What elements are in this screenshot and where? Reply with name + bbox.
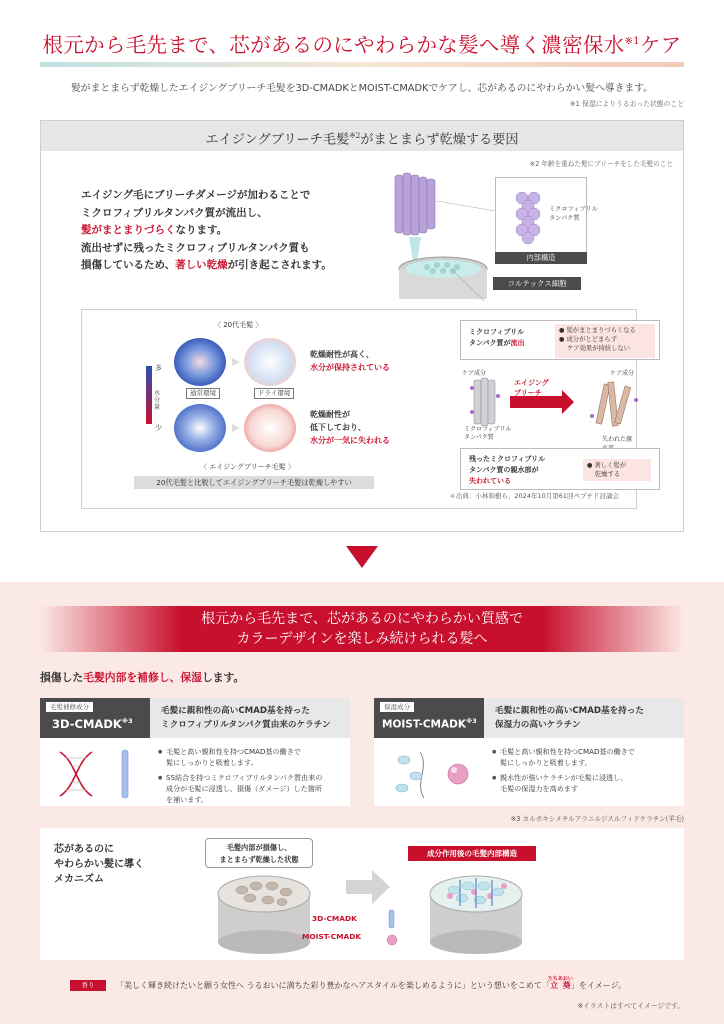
fragrance-line: 香り 「美しく輝き続けたいと願う女性へ うるおいに満ちた彩り豊かなヘアスタイルを楽しめるように」という想いをこめて「立葵たちあおい」をイメージ。 bbox=[70, 976, 680, 991]
down-arrow-icon bbox=[346, 546, 378, 568]
microfibril-protein-label: ミクロフィブリル タンパク質 bbox=[464, 426, 512, 441]
headline: 根元から毛先まで、芯があるのにやわらかな髪へ導く濃密保水$^{※1}$ケア bbox=[42, 33, 682, 57]
ingredient-tag: 保湿成分 bbox=[380, 702, 414, 712]
care-component-label: ケア成分 bbox=[462, 370, 487, 377]
remaining-box bbox=[460, 448, 660, 490]
dry-env: ドライ環境 bbox=[254, 388, 294, 399]
hair-cross-section-icon bbox=[212, 872, 316, 956]
ingredient-bullets: ● 毛髪と高い親和性を持つCMAD基の働きで 髪にしっかりと吸着します。 ● 親水性が強いケラチンが毛髪に浸透し、 毛髪の保湿力を高めます bbox=[492, 746, 682, 798]
footnote-1: ※1 保湿によりうるおった状態のこと bbox=[569, 100, 684, 108]
footnote-2: ※2 年齢を重ねた髪にブリーチをした毛髪のこと bbox=[529, 160, 673, 168]
after-state-label: 成分作用後の毛髪内部構造 bbox=[408, 846, 536, 861]
outflow-text: ミクロフィブリル タンパク質が流出 bbox=[469, 328, 525, 347]
fragrance-keyword: 立葵たちあおい bbox=[547, 976, 573, 990]
lead-text: エイジング毛にブリーチダメージが加わることで ミクロフィブリルタンパク質が流出し、 髪がまとまりづらくなります。 流出せずに残ったミクロフィブリルタンパク質も 損傷しているため、著しい乾燥が引き起こされます。 bbox=[81, 189, 332, 271]
gradient-rule bbox=[40, 62, 684, 67]
normal-env: 通常環境 bbox=[186, 388, 220, 399]
moisture-low: 少 bbox=[155, 424, 162, 432]
source-note: ＊出典：小林和樹ら、2024年10月第61回ペプチド討論会 bbox=[449, 492, 619, 500]
outflow-effects: ● 髪がまとまりづらくなる ● 成分がとどまらず ケア効果が持続しない bbox=[555, 324, 655, 358]
age20-label: 〈 20代毛髪 〉 bbox=[214, 321, 263, 329]
moisture-scale-bar bbox=[146, 366, 152, 424]
mechanism-title: 芯があるのに やわらかい髪に導く メカニズム bbox=[54, 844, 144, 885]
ingredient-description: 毛髪に親和性の高いCMAD基を持った ミクロフィブリルタンパク質由来のケラチン bbox=[161, 706, 331, 730]
intro-text: 髪がまとまらず乾燥したエイジングブリーチ毛髪を3D-CMADKとMOIST-CMADKでケアし、芯があるのにやわらかい髪へ導きます。 bbox=[71, 83, 653, 94]
ingredient-card-3d-cmadk bbox=[40, 698, 350, 806]
microfibril-label: ミクロフィブリル タンパク質 bbox=[549, 206, 598, 222]
remaining-effects: ● 著しく髪が 乾燥する bbox=[583, 459, 651, 481]
ingredient-name-box bbox=[374, 698, 484, 738]
ingredient-name: 3D-CMADK$^{※3}$ bbox=[52, 717, 133, 731]
desc-age20: 乾燥耐性が高く、 水分が保持されている bbox=[310, 350, 390, 372]
comparison-note: 20代毛髪と比較してエイジングブリーチ毛髪は乾燥しやすい bbox=[134, 476, 374, 489]
ingredient-name: MOIST-CMADK$^{※3}$ bbox=[382, 717, 477, 731]
panel-title: エイジングブリーチ毛髪$^{※2}$がまとまらず乾燥する要因 bbox=[41, 121, 683, 151]
care-component-label-right: ケア成分 bbox=[610, 370, 635, 377]
helix-icon bbox=[56, 748, 142, 800]
legend-3d-cmadk: 3D-CMADK bbox=[312, 914, 357, 923]
solution-banner: 根元から毛先まで、芯があるのにやわらかい質感で カラーデザインを楽しみ続けられる髪へ bbox=[40, 606, 684, 652]
aging-bleach-label: 〈 エイジングブリーチ毛髪 〉 bbox=[200, 463, 295, 471]
cause-panel bbox=[40, 120, 684, 532]
ingredient-name-box bbox=[40, 698, 150, 738]
ingredient-tag: 毛髪補修成分 bbox=[46, 702, 93, 712]
legend-markers bbox=[384, 908, 400, 950]
section-heading: 損傷した毛髪内部を補修し、保湿します。 bbox=[40, 671, 245, 684]
right-arrow-icon bbox=[346, 870, 390, 904]
illustration-note: ※イラストはすべてイメージです。 bbox=[577, 1002, 684, 1010]
legend-moist-cmadk: MOIST-CMADK bbox=[302, 932, 362, 941]
hair-cross-section-after-icon bbox=[424, 872, 528, 956]
before-state-label: 毛髪内部が損傷し、 まとまらず乾燥した状態 bbox=[205, 838, 313, 868]
ingredient-card-moist-cmadk bbox=[374, 698, 684, 806]
molecule-icon bbox=[390, 748, 476, 800]
ingredient-bullets: ● 毛髪と高い親和性を持つCMAD基の働きで 髪にしっかりと吸着します。 ● SS結合を持つミクロフィブリルタンパク質由来の 成分が毛髪に浸透し、損傷（ダメージ）した箇所 を補います。 bbox=[158, 746, 348, 809]
outflow-box bbox=[460, 320, 660, 360]
mechanism-box bbox=[40, 828, 684, 960]
sphere-icon bbox=[448, 764, 468, 784]
fiber-icon bbox=[122, 750, 128, 798]
desc-aging: 乾燥耐性が 低下しており、 水分が一気に失われる bbox=[310, 410, 390, 445]
aging-bleach-arrow-label: エイジング ブリーチ bbox=[514, 379, 549, 397]
moisture-high: 多 bbox=[155, 364, 162, 372]
remaining-text: 残ったミクロフィブリル タンパク質の親水部が 失われている bbox=[469, 455, 546, 485]
inner-structure-label: 内部構造 bbox=[495, 252, 587, 264]
fragrance-tag: 香り bbox=[70, 980, 106, 991]
lost-hydrophilic-label: 失われた親 bbox=[602, 436, 633, 443]
cortex-label: コルテックス細胞 bbox=[493, 277, 581, 290]
moisture-label: 水分量 bbox=[154, 390, 161, 411]
footnote-3: ※3 カルボキシメチルアラニルジスルフィドケラチン(羊毛) bbox=[510, 815, 684, 823]
ingredient-description: 毛髪に親和性の高いCMAD基を持った 保湿力の高いケラチン bbox=[495, 706, 644, 730]
